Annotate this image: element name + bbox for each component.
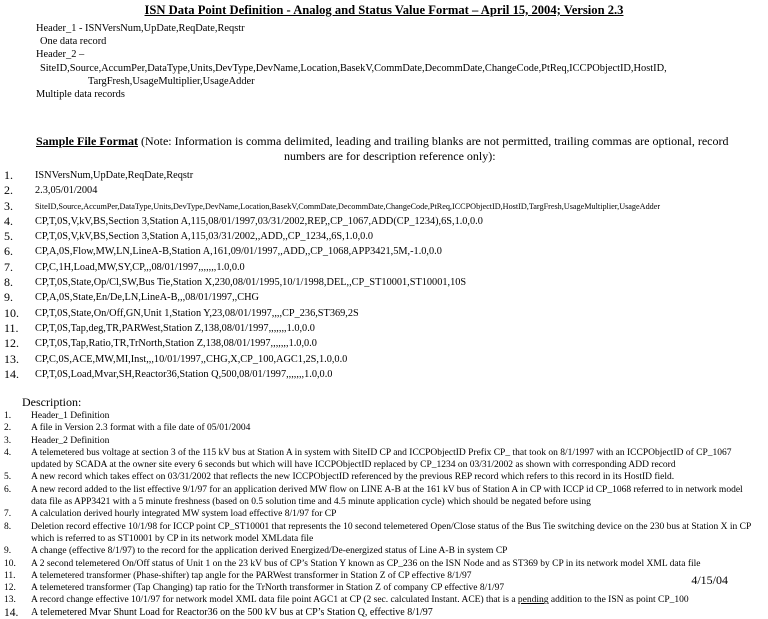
sample-record: 12. CP,T,0S,Tap,Ratio,TR,TrNorth,Station Z,138,08/01/1997,,,,,,,1.0,0.0 <box>4 336 317 351</box>
sample-records-list <box>4 168 764 382</box>
header-line: SiteID,Source,AccumPer,DataType,Units,DevType,DevName,Location,BasekV,CommDate,DecommDate,ChangeCode,PtReq,ICCPObjectID,HostID, <box>40 62 667 74</box>
header-line: One data record <box>40 36 107 48</box>
header-line: Header_2 – <box>36 49 85 61</box>
description-heading: Description: <box>22 395 82 409</box>
sample-record: 4. CP,T,0S,V,kV,BS,Section 3,Station A,115,08/01/1997,03/31/2002,REP,,CP_1067,ADD(CP_1234),6S,1.0,0.0 <box>4 213 483 228</box>
sample-format-label: Sample File Format <box>36 134 138 148</box>
header-line: TargFresh,UsageMultiplier,UsageAdder <box>88 75 255 87</box>
description-item: 1. Header_1 Definition <box>4 411 110 421</box>
description-item: 4. A telemetered bus voltage at section 3 of the 115 kV bus at Station A in system with SiteID CP and ICCPObjectID Prefix CP_ that took on 8/1/1997 with an ICCPObjectID of CP_1067 updated by SCADA at the owner site every 6 seconds but which will have ICCPObjectID replaced by CP_1234 on 03/31/2002 as shown with corresponding ADD record <box>4 447 732 471</box>
description-list <box>4 410 760 619</box>
header-definitions <box>36 22 756 101</box>
sample-format-note <box>36 134 760 163</box>
sample-record: 14. CP,T,0S,Load,Mvar,SH,Reactor36,Station Q,500,08/01/1997,,,,,,,1.0,0.0 <box>4 366 333 381</box>
description-item: 9. A change (effective 8/1/97) to the record for the application derived Energized/De-energized status of Line A-B in system CP <box>4 546 508 557</box>
description-item: 12. A telemetered transformer (Tap Changing) tap ratio for the TrNorth transformer in Station Z of company CP effective 8/1/97 <box>4 583 505 594</box>
sample-format-note-line2: numbers are for description reference only): <box>284 148 496 163</box>
sample-record: 2. 2.3,05/01/2004 <box>4 183 98 198</box>
sample-record: 7. CP,C,1H,Load,MW,SY,CP,,,08/01/1997,,,,,,,1.0,0.0 <box>4 259 245 274</box>
description-item: 3. Header_2 Definition <box>4 435 110 446</box>
description-item: 7. A calculation derived hourly integrated MW system load effective 8/1/97 for CP <box>4 509 337 520</box>
header-line: Header_1 - ISNVersNum,UpDate,ReqDate,Reqstr <box>36 23 245 34</box>
document-title: ISN Data Point Definition - Analog and Status Value Format – April 15, 2004; Version 2.3 <box>144 3 624 17</box>
sample-record: 9. CP,A,0S,State,En/De,LN,LineA-B,,,08/01/1997,,CHG <box>4 290 259 305</box>
header-line: Multiple data records <box>36 89 125 101</box>
description-item: 8. Deletion record effective 10/1/98 for ICCP point CP_ST10001 that represents the 10 second telemetered Open/Close status of the Bus Tie switching device on the 230 bus at Station X in CP which is referred to as ST10001 by CP in its network model XMLdata file <box>4 521 751 544</box>
sample-record: 13. CP,C,0S,ACE,MW,MI,Inst,,,10/01/1997,,CHG,X,CP_100,AGC1,2S,1.0,0.0 <box>4 351 348 366</box>
sample-record: 6. CP,A,0S,Flow,MW,LN,LineA-B,Station A,161,09/01/1997,,ADD,,CP_1068,APP3421,5M,-1.0,0.0 <box>4 244 442 259</box>
sample-record: 5. CP,T,0S,V,kV,BS,Section 3,Station A,115,03/31/2002,,ADD,,CP_1234,,6S,1.0,0.0 <box>4 229 374 244</box>
description-item: 5. A new record which takes effect on 03/31/2002 that reflects the new ICCPObjectID referenced by the previous REP record which refers to this record in its HostID field. <box>4 472 675 483</box>
sample-record: 10. CP,T,0S,State,On/Off,GN,Unit 1,Station Y,23,08/01/1997,,,,CP_236,ST369,2S <box>4 305 359 320</box>
description-item: 10. A 2 second telemetered On/Off status of Unit 1 on the 23 kV bus of CP’s Station Y known as CP_236 on the ISN Node and as ST369 by CP in its network model XML data file <box>4 558 701 569</box>
sample-record: 3. SiteID,Source,AccumPer,DataType,Units,DevType,DevName,Location,BasekV,CommDate,DecommDate,ChangeCode,PtReq,ICCPObjectID,HostID,TargFresh,UsageMultiplier,UsageAdder <box>4 198 661 213</box>
sample-record: 11. CP,T,0S,Tap,deg,TR,PARWest,Station Z,138,08/01/1997,,,,,,,1.0,0.0 <box>4 320 315 335</box>
sample-format-note-line1: (Note: Information is comma delimited, leading and trailing blanks are not permitted, trailing commas are optional, record <box>140 134 729 148</box>
sample-record: 1. ISNVersNum,UpDate,ReqDate,Reqstr <box>4 168 194 182</box>
pending-underlined: pending <box>517 595 549 606</box>
description-item: 11. A telemetered transformer (Phase-shifter) tap angle for the PARWest transformer in Station Z of CP effective 8/1/97 <box>4 570 472 581</box>
description-item: 6. A new record added to the list effective 9/1/97 for an application derived MW flow on LINE A-B at the 161 kV bus of Station A in CP with ICCP id CP_1068 referred to in network model data file as APP3421 with a 5 minute freshness (based on 0.5 solution time and 4.5 minute application cycle) which should be negated before using <box>4 484 743 508</box>
sample-record: 8. CP,T,0S,State,Op/Cl,SW,Bus Tie,Station X,230,08/01/1995,10/1/1998,DEL,,CP_ST10001,ST10001,10S <box>4 275 467 290</box>
description-item: 14. A telemetered Mvar Shunt Load for Reactor36 on the 500 kV bus at CP’s Station Q, effective 8/1/97 <box>4 606 433 619</box>
description-item: 13. A record change effective 10/1/97 for network model XML data file point AGC1 at CP (2 sec. calculated Instant. ACE) that is a pending addition to the ISN as point CP_100 <box>4 595 689 606</box>
description-item: 2. A file in Version 2.3 format with a file date of 05/01/2004 <box>4 423 251 434</box>
footer-date: 4/15/04 <box>691 573 728 587</box>
